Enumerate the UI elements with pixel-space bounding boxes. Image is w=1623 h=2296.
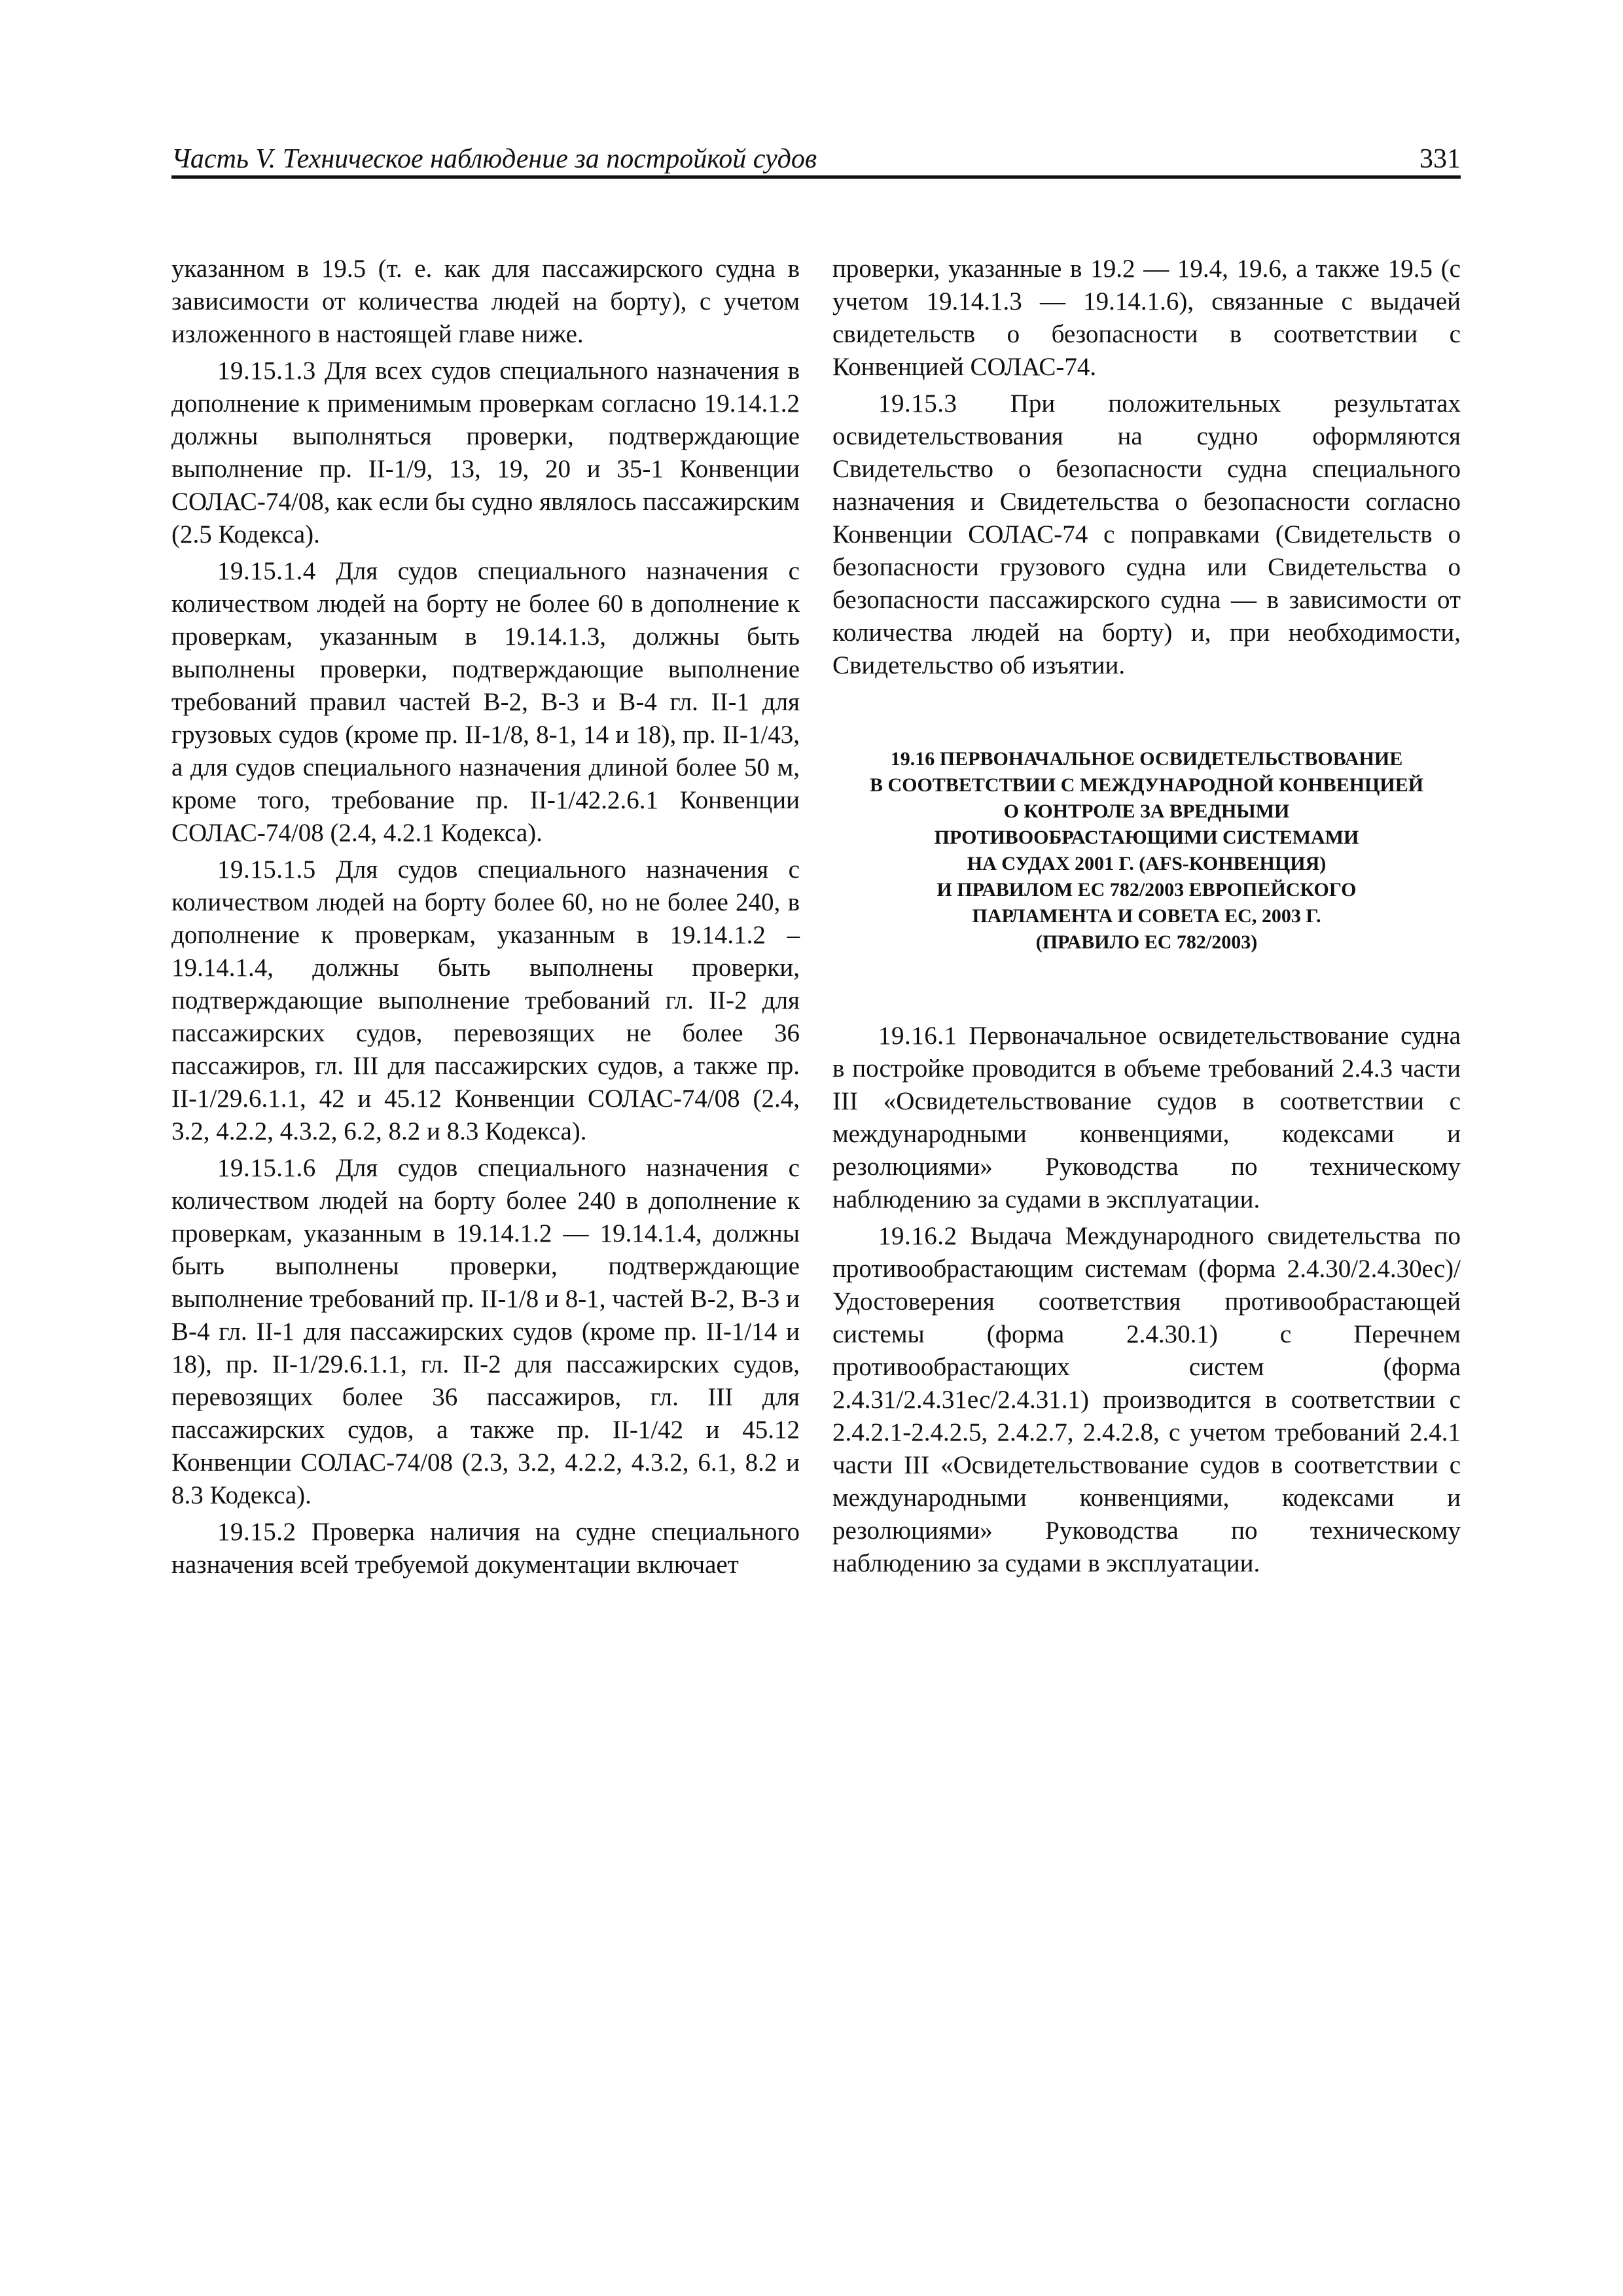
clause-number: 19.15.1.3 [217, 357, 316, 385]
clause-number: 19.15.3 [878, 389, 957, 418]
section-heading-line: (ПРАВИЛО ЕС 782/2003) [1035, 931, 1258, 953]
section-heading-line: НА СУДАХ 2001 Г. (AFS-КОНВЕНЦИЯ) [967, 853, 1327, 874]
paragraph-19-16-1 [832, 1020, 1461, 1216]
header-rule [171, 175, 1461, 179]
clause-number: 19.16.2 [878, 1222, 957, 1250]
paragraph-continuation: указанном в 19.5 (т. е. как для пассажирского судна в зависимости от количества людей на борту), с учетом изложенного в настоящей главе ниже. [171, 255, 800, 348]
clause-text: Выдача Международного свидетельства по противообрастающим системам (форма 2.4.30/2.4.30ес)/Удостоверения соответствия противообрастающей системы (форма 2.4.30.1) с Перечнем противообрастающих систем (форма 2.4.31/2.4.31ес/2.4.31.1) производится в соответствии с 2.4.2.1-2.4.2.5, 2.4.2.7, 2.4.2.8, с учетом требований 2.4.1 части III «Освидетельствование судов в соответствии с международными конвенциями, кодексами и резолюциями» Руководства по техническому наблюдению за судами в эксплуатации. [832, 1222, 1461, 1577]
clause-number: 19.16.1 [878, 1022, 957, 1050]
section-heading-line: В СООТВЕТСТВИИ С МЕЖДУНАРОДНОЙ КОНВЕНЦИЕЙ [869, 774, 1424, 796]
clause-text: Для судов специального назначения с количеством людей на борту не более 60 в дополнение к проверкам, указанным в 19.14.1.3, должны быть выполнены проверки, подтверждающие выполнение требований правил частей В-2, В-3 и В-4 гл. II-1 для грузовых судов (кроме пр. II-1/8, 8-1, 14 и 18), пр. II-1/43, а для судов специального назначения длиной более 50 м, кроме того, требование пр. II-1/42.2.6.1 Конвенции СОЛАС-74/08 (2.4, 4.2.1 Кодекса). [171, 557, 800, 847]
paragraph-19-15-1-5 [171, 853, 800, 1148]
paragraph-19-15-3 [832, 387, 1461, 682]
clause-number: 19.15.1.4 [217, 557, 316, 585]
clause-text: Первоначальное освидетельствование судна в постройке проводится в объеме требований 2.4.3 части III «Освидетельствование судов в соответствии с международными конвенциями, кодексами и резолюциями» Руководства по техническому наблюдению за судами в эксплуатации. [832, 1022, 1461, 1213]
section-heading-line: ПАРЛАМЕНТА И СОВЕТА ЕС, 2003 Г. [972, 905, 1321, 927]
clause-text: Проверка наличия на судне специального назначения всей требуемой документации включает [171, 1518, 800, 1579]
page-number: 331 [1419, 144, 1461, 174]
paragraph-continuation: проверки, указанные в 19.2 — 19.4, 19.6, а также 19.5 (с учетом 19.14.1.3 — 19.14.1.6), связанные с выдачей свидетельств о безопасности в соответствии с Конвенцией СОЛАС-74. [832, 255, 1461, 381]
paragraph-19-15-1-6 [171, 1152, 800, 1512]
section-heading-line: О КОНТРОЛЕ ЗА ВРЕДНЫМИ [1003, 800, 1290, 822]
clause-text: При положительных результатах освидетельствования на судно оформляются Свидетельство о безопасности судна специального назначения и Свидетельства о безопасности согласно Конвенции СОЛАС-74 с поправками (Свидетельств о безопасности грузового судна или Свидетельства о безопасности пассажирского судна — в зависимости от количества людей на борту) и, при необходимости, Свидетельство об изъятии. [832, 389, 1461, 679]
left-column [171, 253, 800, 1585]
right-column [832, 253, 1461, 1584]
clause-text: Для судов специального назначения с количеством людей на борту более 240 в дополнение к проверкам, указанным в 19.14.1.2 — 19.14.1.4, должны быть выполнены проверки, подтверждающие выполнение требований пр. II-1/8 и 8-1, частей В-2, В-3 и В-4 гл. II-1 для пассажирских судов (кроме пр. II-1/14 и 18), пр. II-1/29.6.1.1, гл. II-2 для пассажирских судов, перевозящих более 36 пассажиров, гл. III для пассажирских судов, а также пр. II-1/42 и 45.12 Конвенции СОЛАС-74/08 (2.3, 3.2, 4.2.2, 4.3.2, 6.1, 8.2 и 8.3 Кодекса). [171, 1154, 800, 1509]
running-header-title: Часть V. Техническое наблюдение за постройкой судов [171, 144, 817, 174]
running-header [171, 143, 1461, 179]
section-heading-line: И ПРАВИЛОМ ЕС 782/2003 ЕВРОПЕЙСКОГО [936, 879, 1357, 901]
clause-number: 19.15.1.6 [217, 1154, 316, 1182]
clause-text: Для судов специального назначения с количеством людей на борту более 60, но не более 240, в дополнение к проверкам, указанным в 19.14.1.2 – 19.14.1.4, должны быть выполнены проверки, подтверждающие выполнение требований гл. II-2 для пассажирских судов, перевозящих не более 36 пассажиров, гл. III для пассажирских судов, а также пр. II-1/29.6.1.1, 42 и 45.12 Конвенции СОЛАС-74/08 (2.4, 3.2, 4.2.2, 4.3.2, 6.2, 8.2 и 8.3 Кодекса). [171, 855, 800, 1145]
section-heading-19-16 [832, 746, 1461, 956]
section-heading-line: 19.16 ПЕРВОНАЧАЛЬНОЕ ОСВИДЕТЕЛЬСТВОВАНИЕ [890, 748, 1403, 770]
paragraph-19-16-2 [832, 1220, 1461, 1580]
paragraph-19-15-1-3 [171, 355, 800, 551]
clause-text: Для всех судов специального назначения в дополнение к применимым проверкам согласно 19.14.1.2 должны выполняться проверки, подтверждающие выполнение пр. II-1/9, 13, 19, 20 и 35-1 Конвенции СОЛАС-74/08, как если бы судно являлось пассажирским (2.5 Кодекса). [171, 357, 800, 548]
clause-number: 19.15.1.5 [217, 855, 316, 884]
paragraph-19-15-2 [171, 1516, 800, 1581]
clause-number: 19.15.2 [217, 1518, 296, 1546]
section-heading-line: ПРОТИВООБРАСТАЮЩИМИ СИСТЕМАМИ [934, 827, 1359, 848]
paragraph-19-15-1-4 [171, 555, 800, 850]
